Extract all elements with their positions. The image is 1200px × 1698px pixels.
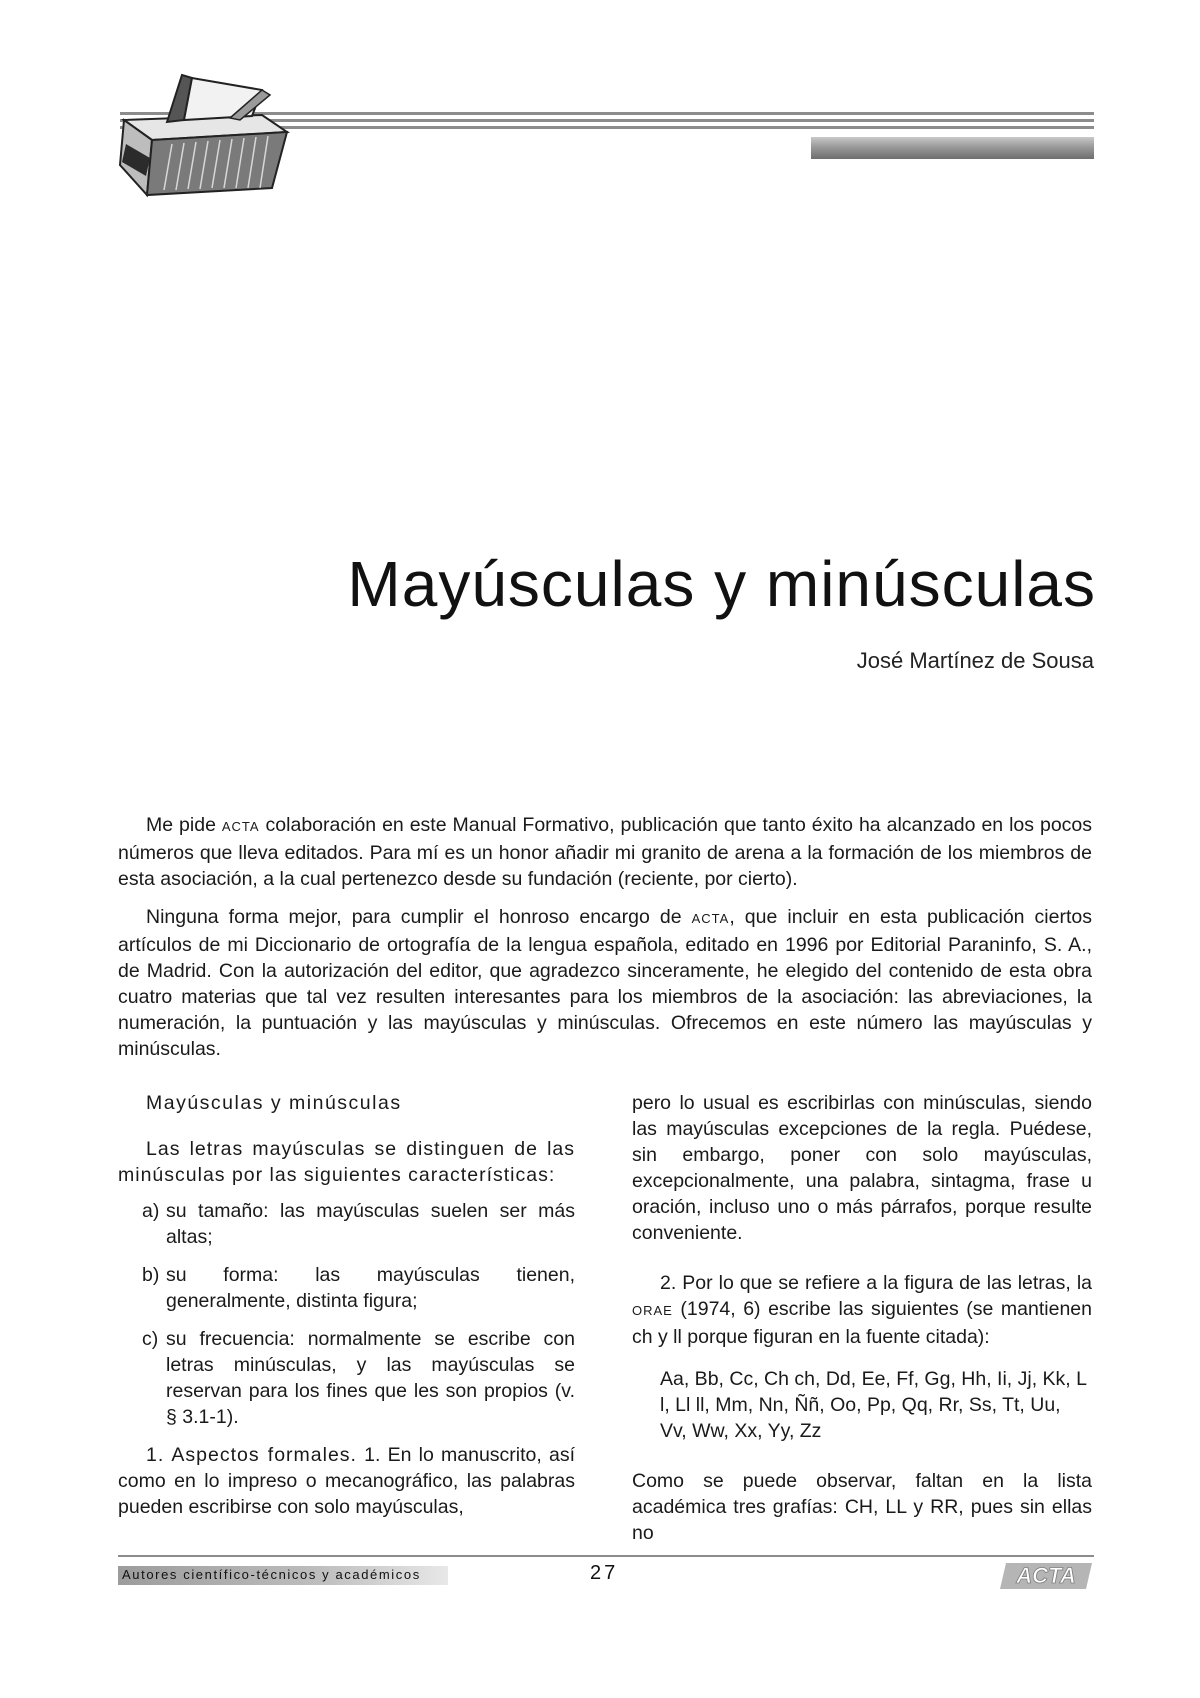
orae-small-caps: ORAE	[632, 1303, 673, 1318]
intro-paragraph	[118, 812, 1092, 892]
right-column	[632, 1090, 1092, 1546]
header-gradient-bar	[811, 137, 1094, 159]
aspects-label: 1. Aspectos formales.	[146, 1444, 357, 1466]
intro-section	[118, 812, 1092, 1074]
intro-text: Ninguna forma mejor, para cumplir el honroso encargo de	[146, 906, 692, 928]
page-header	[0, 0, 1200, 220]
page-number: 27	[590, 1562, 619, 1584]
article-title: Mayúsculas y minúsculas	[347, 548, 1096, 620]
list-marker: a)	[142, 1200, 160, 1222]
intro-text: , que incluir en esta publicación ciertos artículos de mi Diccionario de ortografía de la lengua española, editado en 1996 por Editorial Paraninfo, S. A., de Madrid. Con la autorización del editor, que agradezco sinceramente, he elegido del contenido de esta obra cuatro materias que tal vez resulten interesantes para los miembros de la asociación: las abreviaciones, la numeración, la puntuación y las mayúsculas y minúsculas. Ofrecemos en este número las mayúsculas y minúsculas.	[118, 906, 1092, 1060]
list-item	[118, 1262, 575, 1314]
figure-text: 2. Por lo que se refiere a la figura de las letras, la	[660, 1272, 1092, 1294]
acta-small-caps: ACTA	[691, 911, 730, 926]
acta-logo-text: ACTA	[1016, 1563, 1076, 1588]
intro-text: colaboración en este Manual Formativo, publicación que tanto éxito ha alcanzado en los pocos números que lleva editados. Para mí es un honor añadir mi granito de arena a la formación de los miembros de esta asociación, a la cual pertenezco desde su fundación (reciente, por cierto).	[118, 814, 1093, 890]
footer-rule	[118, 1555, 1094, 1557]
list-item-text: su forma: las mayúsculas tienen, generalmente, distinta figura;	[166, 1264, 575, 1312]
aspects-paragraph	[118, 1442, 575, 1520]
alphabet-list: Aa, Bb, Cc, Ch ch, Dd, Ee, Ff, Gg, Hh, Ii, Jj, Kk, L l, Ll ll, Mm, Nn, Ññ, Oo, Pp, Qq, Rr, Ss, Tt, Uu, Vv, Ww, Xx, Yy, Zz	[660, 1368, 1087, 1442]
intro-paragraph	[118, 904, 1092, 1062]
figure-paragraph	[632, 1270, 1092, 1350]
continuation-paragraph: pero lo usual es escribirlas con minúsculas, siendo las mayúsculas excepciones de la regla. Puédese, sin embargo, poner con solo mayúsculas, excepcionalmente, una palabra, sintagma, frase u oración, incluso uno o más párrafos, porque resulte conveniente.	[632, 1092, 1092, 1244]
footer-label: Autores científico-técnicos y académicos	[122, 1567, 421, 1582]
article-author: José Martínez de Sousa	[856, 648, 1094, 673]
list-marker: c)	[142, 1328, 159, 1350]
intro-text: Me pide	[146, 814, 222, 836]
left-column	[118, 1090, 575, 1520]
list-item-text: su tamaño: las mayúsculas suelen ser más altas;	[166, 1200, 575, 1248]
section-heading: Mayúsculas y minúsculas	[146, 1092, 402, 1114]
list-item-text: su frecuencia: normalmente se escribe con letras minúsculas, y las mayúsculas se reservan para los fines que les son propios (v. § 3.1-1).	[166, 1328, 575, 1428]
characteristics-list	[118, 1198, 575, 1430]
list-item	[118, 1326, 575, 1430]
closing-paragraph: Como se puede observar, faltan en la lista académica tres grafías: CH, LL y RR, pues sin ellas no	[632, 1470, 1092, 1544]
dictionary-book-icon	[112, 70, 292, 200]
list-item	[118, 1198, 575, 1250]
aspects-text: 1. En lo manuscrito, así como en lo impreso o mecanográfico, las palabras pueden escribirse con solo mayúsculas,	[118, 1444, 575, 1518]
list-marker: b)	[142, 1264, 160, 1286]
acta-logo-icon	[1000, 1561, 1092, 1591]
figure-text: (1974, 6) escribe las siguientes (se mantienen ch y ll porque figuran en la fuente citada):	[632, 1298, 1092, 1348]
acta-small-caps: ACTA	[221, 819, 260, 834]
lead-paragraph: Las letras mayúsculas se distinguen de las minúsculas por las siguientes características:	[118, 1138, 575, 1186]
